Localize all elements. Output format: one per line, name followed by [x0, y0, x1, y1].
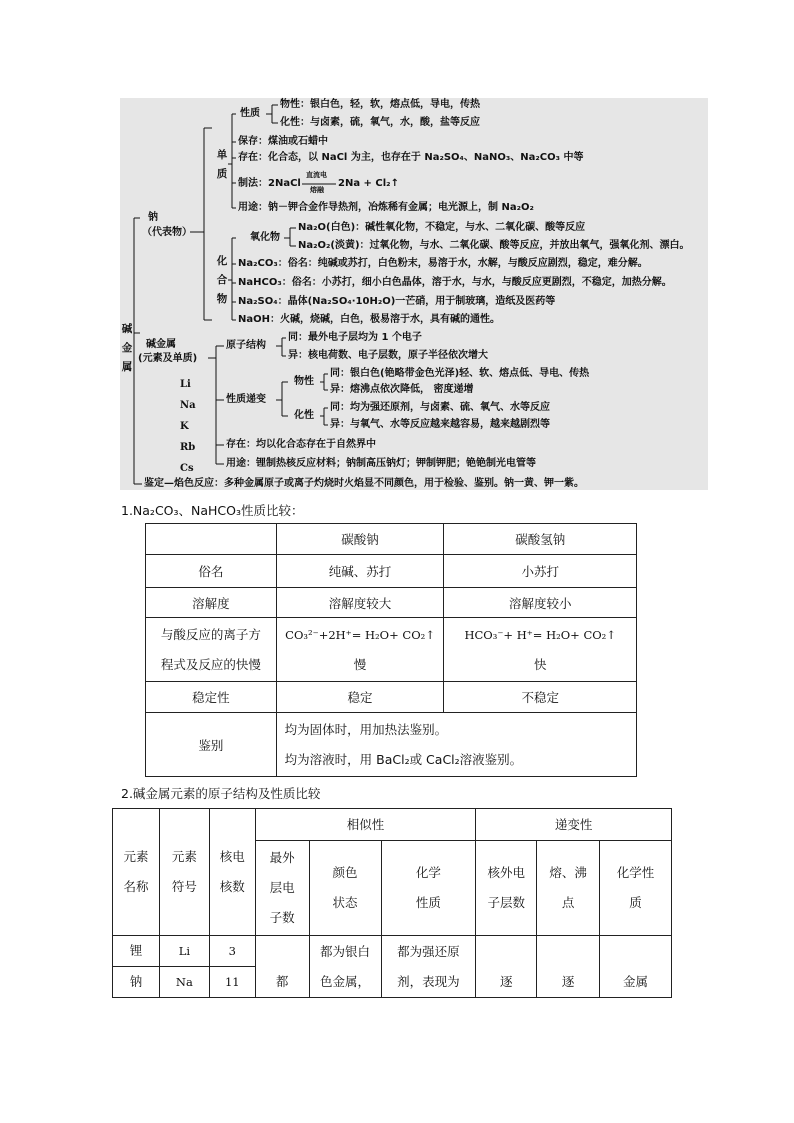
table-row [146, 555, 637, 588]
alkali-group-label: 碱金属 [146, 339, 176, 350]
na2o2-text: Na₂O₂(淡黄)：过氧化物，与水、二氧化碳、酸等反应，并放出氧气，强氧化剂、漂白。 [298, 240, 690, 251]
row-label-acid-reaction [146, 618, 277, 682]
table-row [146, 588, 637, 618]
physical-property: 物性：银白色，轻，软，熔点低，导电，传热 [280, 99, 480, 110]
chemical-diff: 异：与氧气、水等反应越来越容易，越来越剧烈等 [330, 419, 550, 430]
na2co3-ionic-equation: CO₃²⁻+2H⁺= H₂O+ CO₂↑ [285, 627, 435, 642]
nahco3-ionic-equation: HCO₃⁻+ H⁺= H₂O+ CO₂↑ [464, 627, 616, 642]
cell-nahco3-acid [444, 618, 637, 682]
nahco3-text: NaHCO₃：俗名：小苏打，细小白色晶体，溶于水，与水，与酸反应更剧烈，不稳定，加热分解。 [238, 277, 672, 288]
na2o-text: Na₂O(白色)：碱性氧化物，不稳定，与水、二氧化碳、酸等反应 [298, 222, 586, 233]
cell-melting-boiling: 逐 [537, 936, 600, 998]
preparation-b: 2Na + Cl₂↑ [338, 178, 399, 189]
physical-property-2: 物性 [294, 376, 314, 387]
header-nahco3: 碳酸氢钠 [444, 524, 637, 555]
header-outer-electrons: 最外 层电 子数 [255, 841, 309, 936]
table-row [146, 618, 637, 682]
member-li: Li [180, 379, 191, 390]
identification-text: 鉴定—焰色反应：多种金属原子或离子灼烧时火焰显不同颜色，用于检验、鉴别。钠一黄、钾一紫。 [144, 478, 584, 489]
header-na2co3: 碳酸钠 [276, 524, 444, 555]
cell-chemical-property-2: 金属 [600, 936, 672, 998]
cell-na2co3-acid [276, 618, 444, 682]
physical-diff: 异：熔沸点依次降低， 密度递增 [330, 384, 474, 395]
cell-lithium-symbol: Li [159, 936, 209, 967]
cell-chemical-property: 都为强还原 剂，表现为 [381, 936, 476, 998]
section-2-title: 2.碱金属元素的原子结构及性质比较 [121, 786, 321, 801]
element-label: 单质 [216, 149, 228, 180]
cell-outer-electrons: 都 [255, 936, 309, 998]
na2co3-text: Na₂CO₃：俗名：纯碱或苏打，白色粉末，易溶于水，水解，与酸反应剧烈，稳定，难分解。 [238, 258, 648, 269]
header-chemical-property-2: 化学性 质 [600, 841, 672, 936]
root-label: 碱金属 [121, 323, 133, 373]
preparation-condition-top: 直流电 [306, 171, 327, 179]
preparation-a: 制法：2NaCl [238, 178, 301, 189]
cell-na2co3-stability: 稳定 [276, 682, 444, 713]
identification-solid: 均为固体时，用加热法鉴别。 [284, 721, 448, 737]
sodium-sublabel: （代表物） [142, 227, 192, 238]
table-row [113, 936, 672, 967]
usage-text: 用途：钠－钾合金作导热剂，冶炼稀有金属；电光源上，制 Na₂O₂ [238, 202, 534, 213]
header-chemical-property: 化学 性质 [381, 841, 476, 936]
acid-label-line-2: 程式及反应的快慢 [160, 656, 261, 672]
header-nuclear-charge: 核电 核数 [209, 809, 255, 936]
property-trend-label: 性质递变 [226, 394, 266, 405]
header-electron-shells: 核外电 子层数 [476, 841, 537, 936]
row-label-common-name: 俗名 [146, 555, 277, 588]
existence-2: 存在：均以化合态存在于自然界中 [226, 439, 376, 450]
member-na: Na [180, 400, 196, 411]
cell-identification [276, 713, 636, 777]
usage-2: 用途：锂制热核反应材料；钠制高压钠灯；钾制钾肥；铯铯制光电管等 [226, 458, 536, 469]
oxide-label: 氧化物 [250, 232, 280, 243]
header-trend: 递变性 [476, 809, 672, 841]
cell-color-state: 都为银白 色金属， [309, 936, 381, 998]
member-rb: Rb [180, 442, 196, 453]
header-similarity: 相似性 [255, 809, 476, 841]
alkali-group-sublabel: (元素及单质) [138, 353, 198, 364]
cell-sodium-symbol: Na [159, 967, 209, 998]
carbonate-comparison-table [145, 523, 637, 777]
cell-nahco3-solubility: 溶解度较小 [444, 588, 637, 618]
atomic-same: 同：最外电子层均为 1 个电子 [288, 332, 422, 343]
header-color-state: 颜色 状态 [309, 841, 381, 936]
existence-text: 存在：化合态，以 NaCl 为主，也存在于 Na₂SO₄、NaNO₃、Na₂CO₃ 中等 [238, 152, 584, 163]
alkali-metal-concept-map [120, 98, 708, 490]
member-k: K [180, 421, 189, 432]
header-element-symbol: 元素 符号 [159, 809, 209, 936]
property-label: 性质 [240, 108, 260, 119]
cell-nahco3-common-name: 小苏打 [444, 555, 637, 588]
chemical-property: 化性：与卤素，硫，氧气，水，酸，盐等反应 [280, 117, 480, 128]
member-cs: Cs [180, 463, 194, 474]
table-row [146, 682, 637, 713]
table-header-row [146, 524, 637, 555]
physical-same: 同：银白色(铯略带金色光泽)轻、软、熔点低、导电、传热 [330, 368, 590, 379]
table-header-row [113, 809, 672, 841]
naoh-text: NaOH：火碱，烧碱，白色，极易溶于水，具有碱的通性。 [238, 314, 500, 325]
atomic-diff: 异：核电荷数、电子层数，原子半径依次增大 [288, 350, 488, 361]
acid-label-line-1: 与酸反应的离子方 [160, 626, 261, 642]
na2co3-speed: 慢 [353, 656, 367, 672]
header-melting-boiling: 熔、沸 点 [537, 841, 600, 936]
cell-sodium-charge: 11 [209, 967, 255, 998]
cell-lithium-name: 锂 [113, 936, 160, 967]
chemical-property-2: 化性 [294, 410, 314, 421]
preparation-condition-bottom: 熔融 [310, 186, 324, 194]
cell-electron-shells: 逐 [476, 936, 537, 998]
cell-sodium-name: 钠 [113, 967, 160, 998]
section-1-title: 1.Na₂CO₃、NaHCO₃性质比较： [121, 503, 304, 518]
row-label-identification: 鉴别 [146, 713, 277, 777]
compound-label: 化合物 [216, 255, 228, 305]
row-label-stability: 稳定性 [146, 682, 277, 713]
sodium-label: 钠 [148, 212, 158, 223]
header-element-name: 元素 名称 [113, 809, 160, 936]
storage-text: 保存：煤油或石蜡中 [238, 136, 328, 147]
cell-lithium-charge: 3 [209, 936, 255, 967]
identification-solution: 均为溶液时，用 BaCl₂或 CaCl₂溶液鉴别。 [284, 751, 523, 767]
header-empty [146, 524, 277, 555]
cell-na2co3-solubility: 溶解度较大 [276, 588, 444, 618]
cell-na2co3-common-name: 纯碱、苏打 [276, 555, 444, 588]
row-label-solubility: 溶解度 [146, 588, 277, 618]
table-row [146, 713, 637, 777]
atomic-structure-label: 原子结构 [226, 340, 266, 351]
alkali-members [180, 374, 196, 479]
na2so4-text: Na₂SO₄：晶体(Na₂SO₄·10H₂O)一芒硝，用于制玻璃，造纸及医药等 [238, 296, 556, 307]
nahco3-speed: 快 [533, 656, 547, 672]
alkali-metal-comparison-table [112, 808, 672, 998]
chemical-same: 同：均为强还原剂，与卤素、硫、氧气、水等反应 [330, 402, 550, 413]
cell-nahco3-stability: 不稳定 [444, 682, 637, 713]
